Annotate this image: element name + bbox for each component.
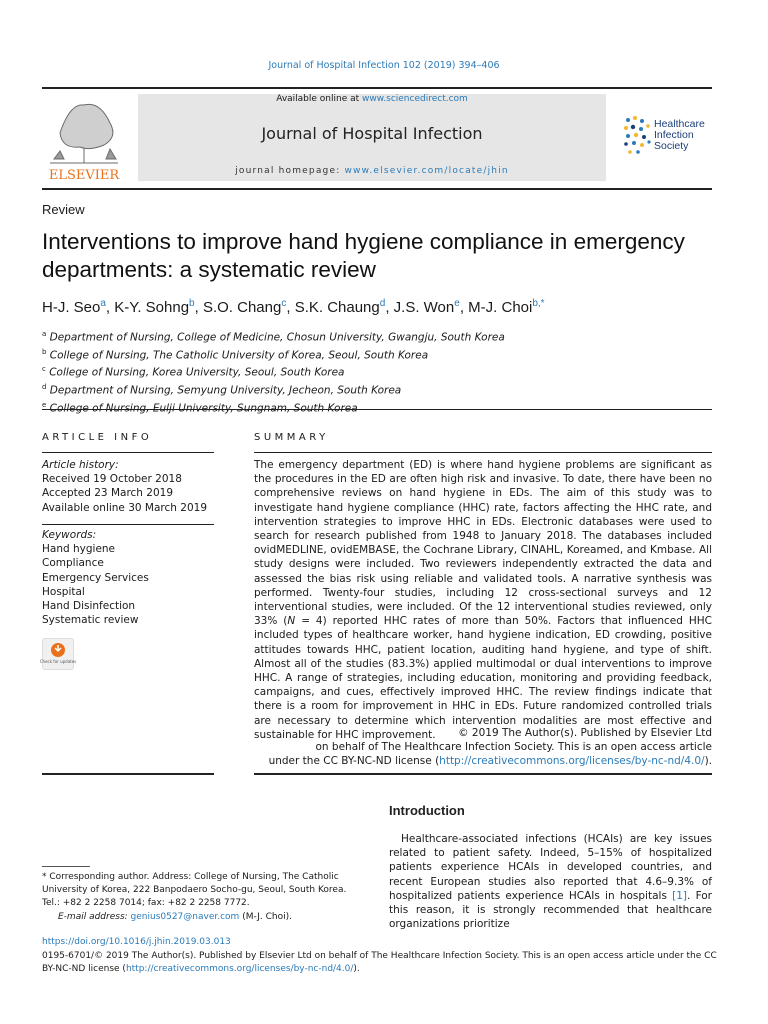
copyright-line-3 [254, 754, 712, 768]
article-info-heading: ARTICLE INFO [42, 432, 153, 443]
keywords-label: Keywords: [42, 529, 97, 541]
issn-copyright [42, 950, 722, 975]
check-for-updates-button[interactable] [39, 638, 77, 670]
header-top-rule [42, 87, 712, 89]
article-info-rule-top [42, 452, 214, 453]
healthcare-infection-society-logo[interactable] [622, 112, 717, 162]
affiliation-text: College of Nursing, Korea University, Seoul, South Korea [49, 366, 345, 379]
affiliation-text: College of Nursing, The Catholic University of Korea, Seoul, South Korea [49, 349, 429, 362]
affiliation-text: Department of Nursing, Semyung University, Jecheon, South Korea [49, 384, 402, 397]
email-label: E-mail address: [58, 911, 131, 922]
introduction-paragraph [389, 832, 712, 931]
affiliation-text: Department of Nursing, College of Medicine, Chosun University, Gwangju, South Korea [49, 331, 505, 344]
copyright-notice [254, 726, 712, 769]
affiliation-item [42, 362, 722, 380]
article-info-rule-bottom [42, 773, 214, 775]
summary-rule-top [254, 452, 712, 453]
intro-text-part-1: Healthcare-associated infections (HCAIs) are key issues related to patient safety. Indeed, 5–15% of hospitalized patients experience HCAIs in developed countries, and recent European studies also reported that 4.6–9.3% of hospitalized patients experience HCAIs in hospitals [389, 833, 712, 902]
history-available: Available online 30 March 2019 [42, 501, 207, 514]
author-name[interactable]: M-J. Choi [468, 299, 533, 316]
society-name-line-1: Healthcare [654, 118, 705, 130]
homepage-label: journal homepage: [235, 166, 345, 176]
author-name[interactable]: J.S. Won [393, 299, 455, 316]
history-accepted: Accepted 23 March 2019 [42, 487, 174, 500]
header-bottom-rule [42, 188, 712, 190]
keyword-item: Hand Disinfection [42, 600, 136, 613]
journal-citation: Journal of Hospital Infection 102 (2019) 394–406 [268, 60, 500, 71]
author-list: H-J. Seo$^a$, K-Y. Sohng$^b$, S.O. Chang$^c$, S.K. Chaung$^d$, J.S. Won$^e$, M-J. Choi$^{b,*}$ [42, 298, 545, 316]
article-history [42, 458, 207, 515]
elsevier-wordmark: ELSEVIER [48, 168, 120, 183]
author-affiliation-mark[interactable]: d [379, 298, 386, 309]
license-suffix: ). [704, 755, 712, 768]
license-prefix: under the CC BY-NC-ND license ( [268, 755, 440, 768]
available-online [138, 94, 606, 104]
author-name[interactable]: S.O. Chang [202, 299, 282, 316]
issn-suffix: ). [353, 963, 360, 974]
journal-homepage [138, 166, 606, 176]
history-received: Received 19 October 2018 [42, 473, 182, 486]
journal-title: Journal of Hospital Infection [261, 124, 483, 143]
reference-link[interactable]: [1] [672, 889, 688, 902]
license-link[interactable]: http://creativecommons.org/licenses/by-nc-nd/4.0/ [439, 755, 705, 768]
author-affiliation-mark[interactable]: a [100, 298, 106, 309]
article-title: Interventions to improve hand hygiene compliance in emergency departments: a systematic review [42, 229, 685, 282]
footnote-text: * Corresponding author. Address: College of Nursing, The Catholic University of Korea, 222 Banpodaero Socho-gu, Seoul, South Korea. Tel.: +82 2 2258 7014; fax: +82 2 2258 7772. [42, 872, 347, 909]
article-info-rule-mid [42, 524, 214, 525]
abstract-text-part-1: The emergency department (ED) is where hand hygiene problems are significant as the procedures in the ED are often high risk and invasive. To date, there have been no comprehensive reviews on hand hygiene in EDs. The aim of this study was to investigate hand hygiene compliance (HHC) rate, factors affecting the HHC rate, and intervention strategies to improve HHC in EDs. Electronic databases were used to search for research published from 1948 to January 2018. The databases included ovidMEDLINE, ovidEMBASE, the Cochrane Library, CINAHL, Koreamed, and Kmbase. All study designs were included. Two reviewers independently extracted the data and assessed the bias risk using reliable and validated tools. A narrative synthesis was performed. Twenty-four studies, including 12 cross-sectional surveys and 12 interventional studies, were included. Of the 12 interventional studies reviewed, only 33% ( [254, 459, 712, 628]
author-affiliation-mark[interactable]: c [281, 298, 287, 309]
elsevier-logo[interactable] [40, 93, 128, 183]
abstract-text-part-2: = 4) reported HHC rates of more than 50%. Factors that influenced HHC included types of healthcare worker, hand hygiene indication, ED crowding, positive attitudes towards HHC, patient location, auditing hand hygiene, and type of shift. Almost all of the studies (83.3%) applied multimodal or dual interventions to improve HHC. A range of strategies, including education, monitoring and providing feedback, campaigns, and cues, effectively improved HHC. The review findings indicate that there is a room for improvement in HHC in EDs. Future randomized controlled trials are necessary to determine which intervention modalities are most effective and sustainable for HHC improvement. [254, 615, 712, 741]
society-dots-icon [622, 112, 652, 162]
author-name[interactable]: S.K. Chaung [294, 299, 380, 316]
doi-link[interactable]: https://doi.org/10.1016/j.jhin.2019.03.013 [42, 937, 231, 947]
summary-rule-bottom [254, 773, 712, 775]
society-name-line-3: Society [654, 140, 689, 152]
author-affiliation-mark[interactable]: b [189, 298, 195, 309]
footnote-rule [42, 866, 90, 867]
elsevier-tree-icon [40, 93, 128, 183]
intro-text-part-2: . For this reason, it is strongly recommended that healthcare organizations prioritize [389, 889, 712, 931]
keyword-item: Emergency Services [42, 571, 149, 584]
society-name-line-2: Infection [654, 129, 694, 141]
society-name [654, 119, 705, 152]
affiliation-key: b [42, 347, 47, 356]
email-line [42, 911, 366, 924]
check-for-updates-label: Check for updates [39, 659, 77, 664]
issn-text: 0195-6701/© 2019 The Author(s). Published by Elsevier Ltd on behalf of The Healthcare Infection Society. This is an open access article under the CC BY-NC-ND license ( [42, 951, 717, 974]
affiliation-item [42, 380, 722, 398]
introduction-heading: Introduction [389, 803, 465, 818]
affiliation-item [42, 327, 722, 345]
corresponding-author-footnote [42, 871, 366, 924]
affiliation-key: e [42, 400, 47, 409]
affiliation-item [42, 345, 722, 363]
abstract-n-symbol: N [287, 615, 296, 628]
author-affiliation-mark[interactable]: e [454, 298, 460, 309]
copyright-line-2: on behalf of The Healthcare Infection Society. This is an open access article [315, 741, 712, 754]
affiliation-list [42, 327, 722, 416]
summary-heading: SUMMARY [254, 432, 329, 443]
affiliation-key: c [42, 365, 46, 374]
keyword-item: Systematic review [42, 614, 139, 627]
author-name[interactable]: K-Y. Sohng [114, 299, 190, 316]
affiliation-key: d [42, 383, 47, 392]
affiliation-key: a [42, 330, 47, 338]
section-rule [42, 409, 712, 410]
homepage-link[interactable]: www.elsevier.com/locate/jhin [344, 166, 509, 176]
article-type: Review [42, 202, 85, 217]
available-label: Available online at [276, 94, 363, 104]
summary-abstract [254, 458, 712, 742]
keyword-item: Hospital [42, 585, 85, 598]
author-affiliation-mark[interactable]: b,* [532, 298, 545, 309]
check-for-updates-icon [39, 639, 77, 669]
affiliation-item [42, 398, 722, 416]
keywords [42, 528, 149, 627]
author-name[interactable]: H-J. Seo [42, 299, 101, 316]
history-label: Article history: [42, 459, 119, 471]
sciencedirect-link[interactable]: www.sciencedirect.com [362, 94, 468, 104]
keyword-item: Compliance [42, 557, 104, 570]
keyword-item: Hand hygiene [42, 543, 116, 556]
email-link[interactable]: genius0527@naver.com [130, 911, 240, 922]
copyright-line-1: © 2019 The Author(s). Published by Elsevier Ltd [458, 727, 712, 739]
email-suffix: (M-J. Choi). [239, 911, 292, 922]
bottom-license-link[interactable]: http://creativecommons.org/licenses/by-nc-nd/4.0/ [125, 963, 354, 974]
